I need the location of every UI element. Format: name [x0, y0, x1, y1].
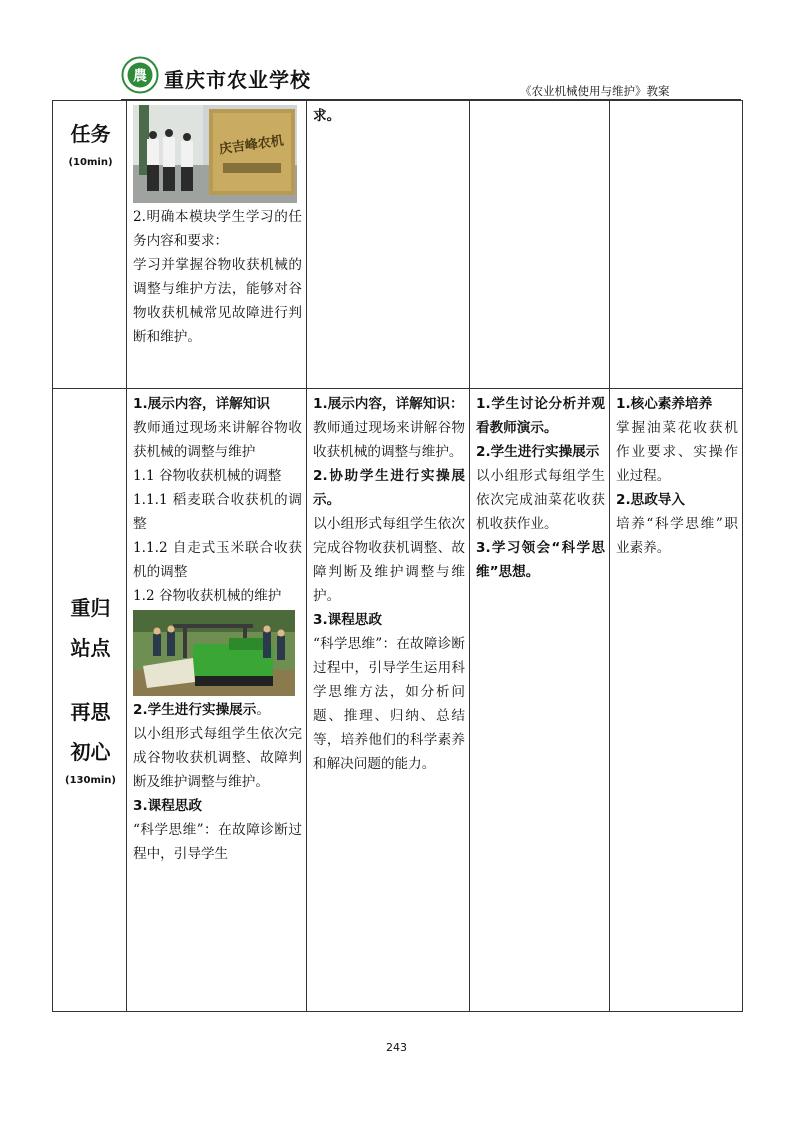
teacher-heading-3: 3.课程思政: [133, 798, 202, 814]
teacher-item-2-detail: 学习并掌握谷物收获机械的调整与维护方法，能够对谷物收获机械常见故障进行判断和维护。: [133, 257, 302, 345]
teacher-heading-2: [133, 698, 302, 722]
table-row: [53, 389, 743, 1012]
student-heading-1: 1.展示内容，详解知识：: [313, 396, 464, 412]
teacher-para-1: 教师通过现场来讲解谷物收获机械的调整与维护: [133, 420, 302, 460]
stage-label-line: 再思: [70, 700, 111, 724]
stage-cell: [53, 101, 127, 389]
student-heading-3: 3.课程思政: [313, 612, 382, 628]
teacher-activity-cell: [127, 389, 307, 1012]
method-heading-2: 2.学生进行实操展示: [476, 444, 600, 460]
student-activity-cell: [307, 389, 470, 1012]
stage-label-line: 站点: [70, 636, 111, 660]
student-para-1: 教师通过现场来讲解谷物收获机械的调整与维护。: [313, 420, 465, 460]
intent-cell: [610, 101, 743, 389]
page-header: [0, 0, 793, 100]
teacher-heading-1: 1.展示内容，详解知识: [133, 396, 270, 412]
teacher-heading-2-tail: 。: [256, 702, 270, 718]
teacher-activity-cell: [127, 101, 307, 389]
student-heading-2: 2.协助学生进行实操展示。: [313, 468, 465, 508]
method-heading-1: 1.学生讨论分析并观看教师演示。: [476, 396, 605, 436]
document-title: 《农业机械使用与维护》教案: [520, 84, 670, 98]
stage-label-line: 重归: [70, 596, 111, 620]
intent-para-1: 掌握油菜花收获机作业要求、实操作业过程。: [616, 420, 738, 484]
stage-time: (10min): [68, 157, 113, 168]
lesson-plan-table: [52, 100, 743, 1012]
teacher-item-2: 2.明确本模块学生学习的任务内容和要求：: [133, 209, 302, 249]
stage-label: 任务: [70, 122, 111, 146]
intent-heading-2: 2.思政导入: [616, 492, 685, 508]
teacher-sub-3: 1.1.2 自走式玉米联合收获机的调整: [133, 540, 302, 580]
teacher-heading-2-text: 2.学生进行实操展示: [133, 702, 257, 718]
school-logo-icon: [121, 56, 159, 94]
school-name: 重庆市农业学校: [164, 68, 311, 92]
intent-cell: [610, 389, 743, 1012]
intent-heading-1: 1.核心素养培养: [616, 396, 713, 412]
teacher-sub-4: 1.2 谷物收获机械的维护: [133, 588, 282, 604]
teacher-sub-2: 1.1.1 稻麦联合收获机的调整: [133, 492, 302, 532]
method-cell: [470, 389, 610, 1012]
table-row: [53, 101, 743, 389]
teacher-para-3: “科学思维”：在故障诊断过程中，引导学生: [133, 822, 302, 862]
stage-label-line: 初心: [70, 740, 111, 764]
stage-time: (130min): [65, 775, 116, 786]
photo-sign-text: 庆吉峰农机: [218, 133, 285, 158]
method-para-2: 以小组形式每组学生依次完成油菜花收获机收获作业。: [476, 468, 605, 532]
method-cell: [470, 101, 610, 389]
intent-para-2: 培养“科学思维”职业素养。: [616, 516, 738, 556]
students-at-machinery-site-photo: [133, 105, 297, 203]
method-heading-3: 3.学习领会“科学思维”思想。: [476, 540, 605, 580]
teacher-para-2: 以小组形式每组学生依次完成谷物收获机调整、故障判断及维护调整与维护。: [133, 726, 302, 790]
student-para-3: “科学思维”：在故障诊断过程中，引导学生运用科学思维方法，如分析问题、推理、归纳、总结等，培养他们的科学素养和解决问题的能力。: [313, 636, 465, 772]
student-text: 求。: [313, 108, 341, 124]
student-activity-cell: [307, 101, 470, 389]
combine-harvester-photo: [133, 610, 295, 696]
page-number: 243: [386, 1041, 407, 1054]
stage-cell: [53, 389, 127, 1012]
teacher-sub-1: 1.1 谷物收获机械的调整: [133, 468, 282, 484]
logo-glyph: 農: [133, 68, 147, 85]
student-para-2: 以小组形式每组学生依次完成谷物收获机调整、故障判断及维护调整与维护。: [313, 516, 465, 604]
